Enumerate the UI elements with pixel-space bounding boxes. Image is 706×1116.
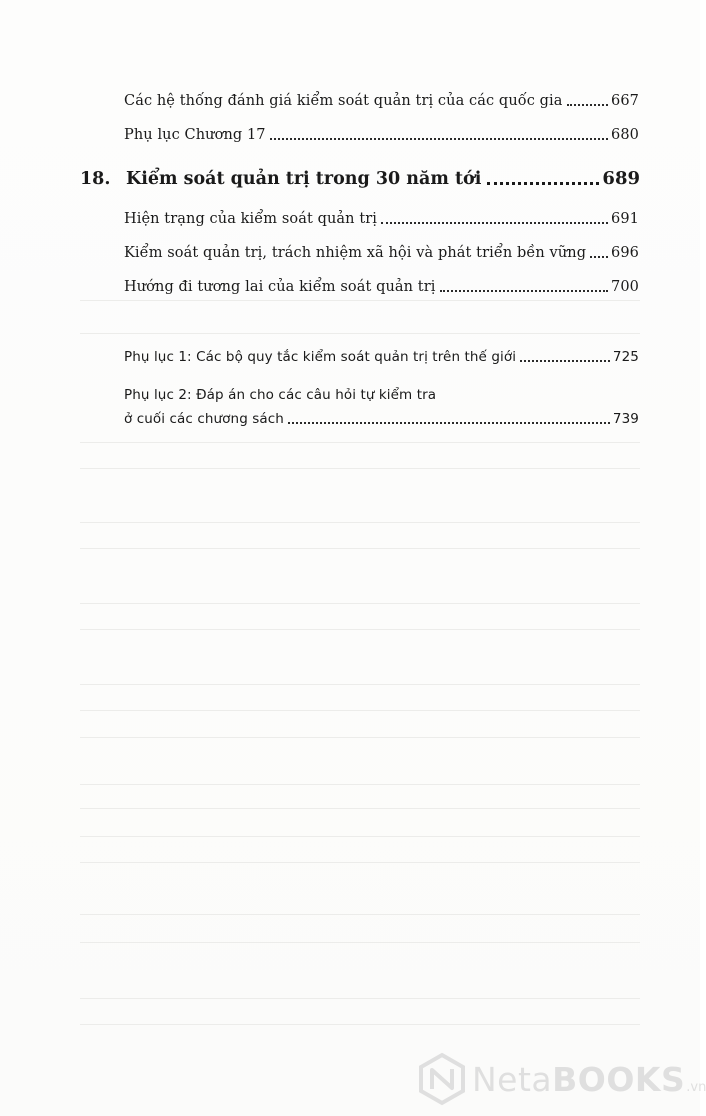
dot-leader [487, 182, 599, 185]
bleed-through-line [80, 548, 640, 549]
chapter-number: 18. [80, 169, 111, 189]
toc-entry-title: Hướng đi tương lai của kiểm soát quản trị [124, 279, 436, 295]
toc-entry-page: 667 [611, 93, 639, 109]
dot-leader [381, 222, 608, 224]
bleed-through-line [80, 442, 640, 443]
toc-entry-page: 696 [611, 245, 639, 261]
toc-entry-page: 691 [611, 211, 639, 227]
toc-entry [124, 210, 639, 228]
bleed-through-line [80, 998, 640, 999]
toc-entry [124, 278, 639, 296]
toc-entry-title: Các hệ thống đánh giá kiểm soát quản trị của các quốc gia [124, 93, 563, 109]
toc-entry-title: Kiểm soát quản trị, trách nhiệm xã hội và phát triển bền vững [124, 245, 587, 261]
watermark-brand [472, 1060, 685, 1099]
dot-leader [270, 138, 608, 140]
bleed-through-line [80, 333, 640, 334]
dot-leader [520, 360, 610, 362]
bleed-through-line [80, 862, 640, 863]
dot-leader [590, 256, 608, 258]
toc-entry-page: 739 [612, 411, 639, 427]
toc-entry-page: 725 [612, 349, 639, 365]
toc-entry-title: Phụ lục 1: Các bộ quy tắc kiểm soát quản trị trên thế giới [124, 349, 517, 365]
dot-leader [288, 422, 610, 424]
chapter-page: 689 [602, 168, 640, 189]
watermark-suffix: .vn [686, 1079, 706, 1095]
dot-leader [440, 290, 609, 292]
toc-entry-title-line1: Phụ lục 2: Đáp án cho các câu hỏi tự kiểm tra [124, 387, 437, 403]
toc-entry-page: 700 [611, 279, 639, 295]
toc-entry [124, 348, 639, 366]
netabooks-logo-icon [418, 1053, 466, 1105]
toc-entry-title-block [124, 386, 639, 428]
bleed-through-line [80, 710, 640, 711]
toc-entry-title: Hiện trạng của kiểm soát quản trị [124, 211, 378, 227]
bleed-through-line [80, 737, 640, 738]
chapter-heading [80, 168, 640, 190]
bleed-through-line [80, 914, 640, 915]
bleed-through-line [80, 603, 640, 604]
chapter-title: Kiểm soát quản trị trong 30 năm tới [126, 169, 482, 189]
bleed-through-line [80, 300, 640, 301]
toc-entry-page: 680 [611, 127, 639, 143]
toc-entry-title-line2: ở cuối các chương sách [124, 411, 284, 427]
bleed-through-line [80, 522, 640, 523]
toc-entry [124, 244, 639, 262]
toc-entry-title: Phụ lục Chương 17 [124, 127, 266, 143]
bleed-through-line [80, 836, 640, 837]
netabooks-watermark [418, 1052, 706, 1106]
bleed-through-line [80, 1024, 640, 1025]
bleed-through-line [80, 684, 640, 685]
dot-leader [567, 104, 608, 106]
toc-entry [124, 386, 639, 428]
bleed-through-line [80, 629, 640, 630]
bleed-through-line [80, 784, 640, 785]
toc-entry [124, 92, 639, 110]
bleed-through-line [80, 808, 640, 809]
watermark-brand-bold: BOOKS [552, 1059, 686, 1099]
bleed-through-line [80, 468, 640, 469]
bleed-through-line [80, 942, 640, 943]
toc-entry [124, 126, 639, 144]
toc-entry-line2 [124, 410, 639, 428]
watermark-brand-light: Neta [472, 1059, 553, 1099]
